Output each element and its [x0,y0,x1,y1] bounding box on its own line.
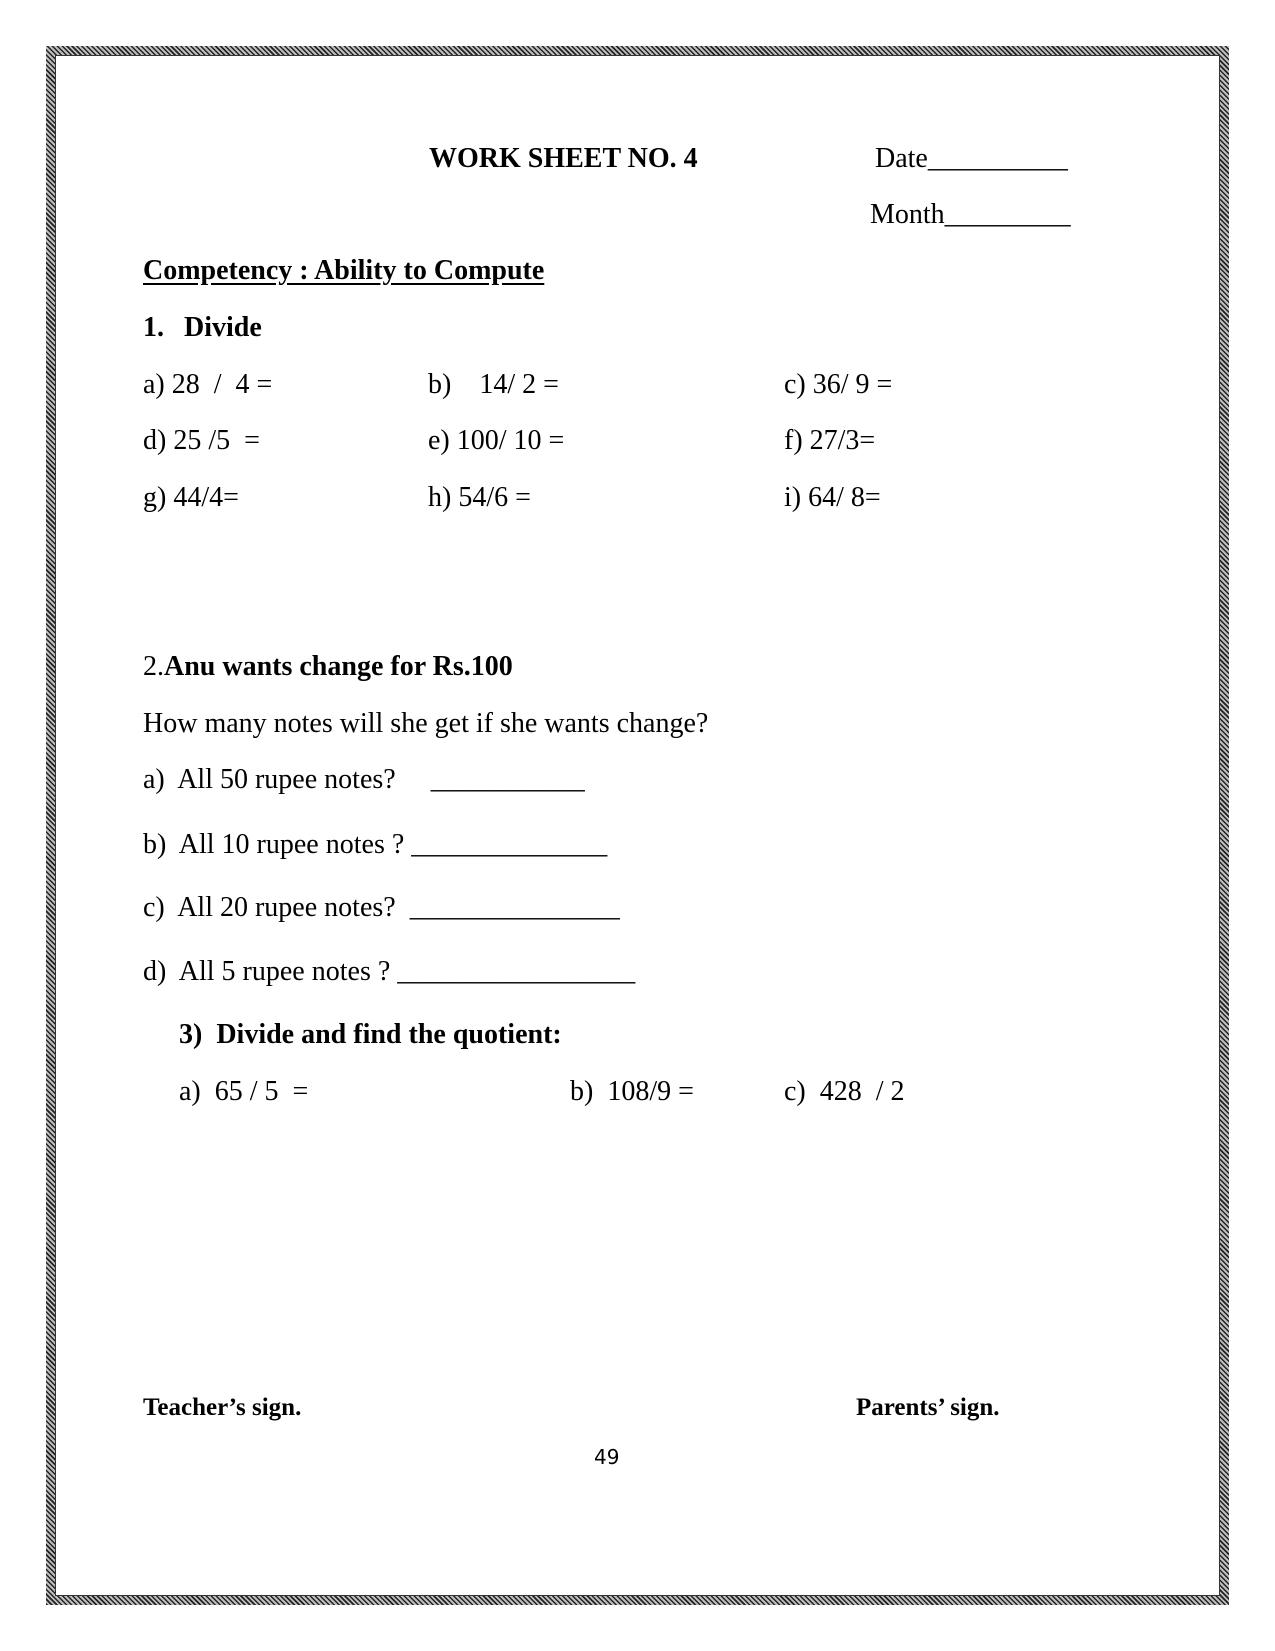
q2-item-b: b) All 10 rupee notes ? ______________ [143,829,608,860]
month-field: Month_________ [870,199,1071,230]
q1-number: 1. [143,312,164,343]
page-number: 49 [594,1445,620,1469]
q2-item-d: d) All 5 rupee notes ? _________________ [143,956,636,987]
page-border-inner [55,55,1220,1596]
date-field: Date__________ [875,143,1068,174]
q1-item-f: f) 27/3= [784,425,876,456]
q2-prompt: How many notes will she get if she wants change? [143,708,709,739]
q2-item-c: c) All 20 rupee notes? _______________ [143,892,620,923]
teacher-sign: Teacher’s sign. [143,1394,302,1421]
q2-item-a: a) All 50 rupee notes? ___________ [143,764,585,795]
q1-item-a: a) 28 / 4 = [143,369,273,400]
worksheet-title: WORK SHEET NO. 4 [429,143,698,174]
q1-item-g: g) 44/4= [143,482,239,513]
parents-sign: Parents’ sign. [856,1394,1000,1421]
q1-heading: Divide [184,312,262,343]
q1-item-b: b) 14/ 2 = [428,369,559,400]
q1-item-e: e) 100/ 10 = [428,425,565,456]
q1-item-d: d) 25 /5 = [143,425,260,456]
q3-item-b: b) 108/9 = [570,1076,694,1107]
q2-number: 2. [143,651,164,682]
q3-item-a: a) 65 / 5 = [179,1076,309,1107]
competency-heading: Competency : Ability to Compute [143,255,545,286]
q1-item-i: i) 64/ 8= [784,482,881,513]
q3-heading: 3) Divide and find the quotient: [179,1019,562,1050]
q1-item-h: h) 54/6 = [428,482,531,513]
q3-item-c: c) 428 / 2 [784,1076,905,1107]
q2-heading: Anu wants change for Rs.100 [164,651,513,682]
q1-item-c: c) 36/ 9 = [784,369,893,400]
